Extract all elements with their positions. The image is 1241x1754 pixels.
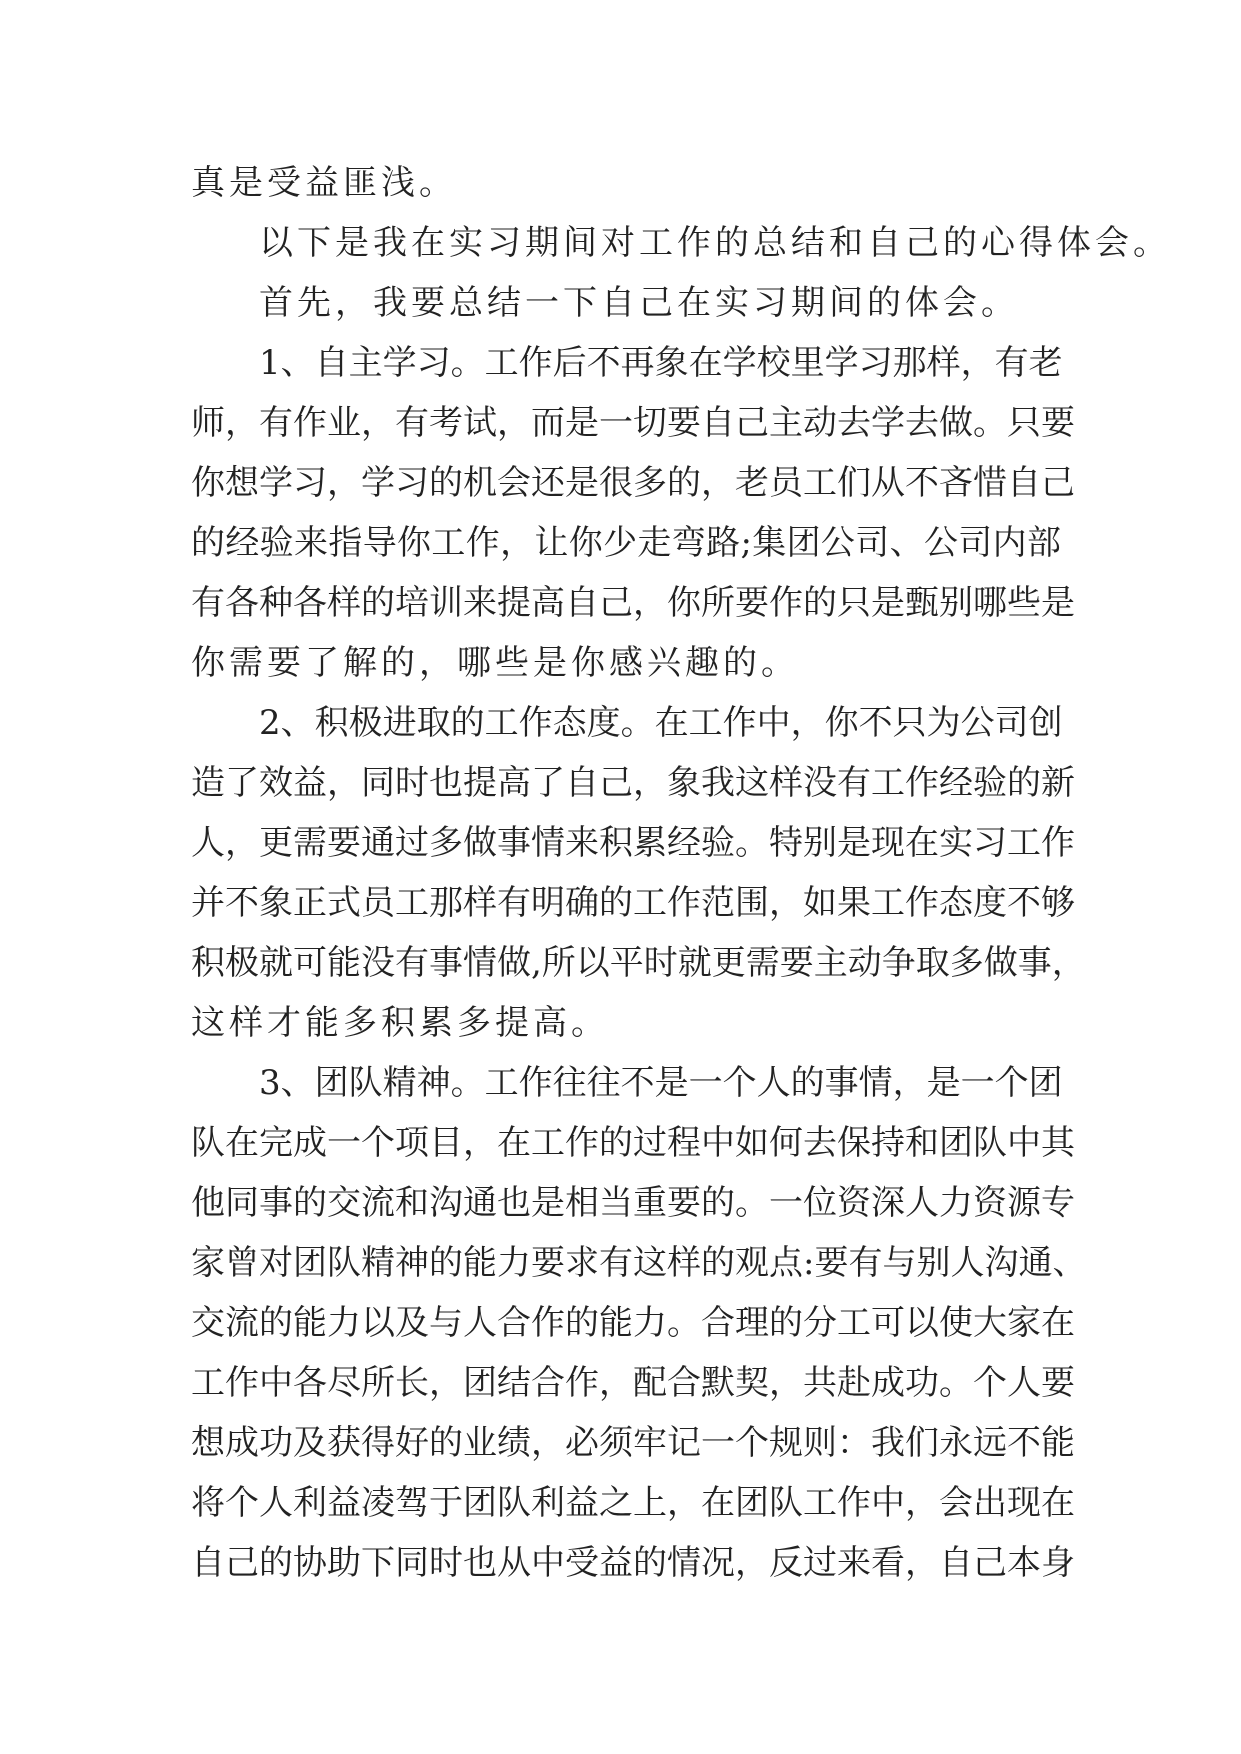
text-line: 自己的协助下同时也从中受益的情况，反过来看，自己本身 bbox=[191, 1543, 1075, 1583]
text-line: 真是受益匪浅。 bbox=[191, 163, 457, 203]
text-line: 积极就可能没有事情做,所以平时就更需要主动争取多做事， bbox=[191, 943, 1086, 983]
text-line: 并不象正式员工那样有明确的工作范围，如果工作态度不够 bbox=[191, 883, 1075, 923]
text-line: 你想学习，学习的机会还是很多的，老员工们从不吝惜自己 bbox=[191, 463, 1075, 503]
text-line: 人，更需要通过多做事情来积累经验。特别是现在实习工作 bbox=[191, 823, 1075, 863]
text-line: 2、积极进取的工作态度。在工作中，你不只为公司创 bbox=[259, 703, 1063, 743]
text-line: 这样才能多积累多提高。 bbox=[191, 1003, 609, 1043]
text-line: 1、自主学习。工作后不再象在学校里学习那样，有老 bbox=[259, 343, 1063, 383]
text-line: 交流的能力以及与人合作的能力。合理的分工可以使大家在 bbox=[191, 1303, 1075, 1343]
text-line: 有各种各样的培训来提高自己，你所要作的只是甄别哪些是 bbox=[191, 583, 1075, 623]
text-line: 工作中各尽所长，团结合作，配合默契，共赴成功。个人要 bbox=[191, 1363, 1075, 1403]
text-line: 的经验来指导你工作，让你少走弯路;集团公司、公司内部 bbox=[191, 523, 1061, 563]
text-line: 造了效益，同时也提高了自己，象我这样没有工作经验的新 bbox=[191, 763, 1075, 803]
text-line: 以下是我在实习期间对工作的总结和自己的心得体会。 bbox=[259, 223, 1171, 263]
text-line: 你需要了解的，哪些是你感兴趣的。 bbox=[191, 643, 799, 683]
text-line: 他同事的交流和沟通也是相当重要的。一位资深人力资源专 bbox=[191, 1183, 1075, 1223]
text-line: 将个人利益凌驾于团队利益之上，在团队工作中，会出现在 bbox=[191, 1483, 1075, 1523]
body-text bbox=[191, 153, 1171, 1593]
document-page bbox=[191, 153, 1171, 1593]
text-line: 家曾对团队精神的能力要求有这样的观点:要有与别人沟通、 bbox=[191, 1243, 1087, 1283]
text-line: 师，有作业，有考试，而是一切要自己主动去学去做。只要 bbox=[191, 403, 1075, 443]
text-line: 首先，我要总结一下自己在实习期间的体会。 bbox=[259, 283, 1019, 323]
text-line: 3、团队精神。工作往往不是一个人的事情，是一个团 bbox=[259, 1063, 1063, 1103]
text-line: 想成功及获得好的业绩，必须牢记一个规则：我们永远不能 bbox=[191, 1423, 1075, 1463]
text-line: 队在完成一个项目，在工作的过程中如何去保持和团队中其 bbox=[191, 1123, 1075, 1163]
